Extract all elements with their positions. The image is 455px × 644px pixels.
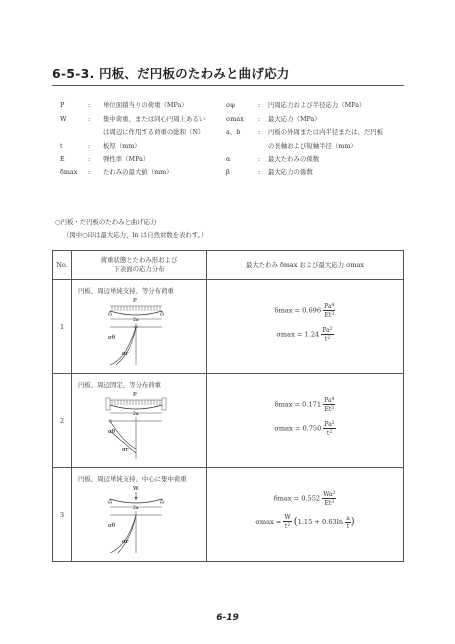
section-heading: ○円板・だ円板のたわみと曲げ応力	[55, 218, 157, 226]
svg-text:σθ: σθ	[108, 523, 116, 529]
formula-cell	[207, 468, 404, 562]
load-diagram	[76, 297, 202, 371]
table-row	[53, 280, 404, 374]
svg-text:P: P	[133, 298, 137, 304]
max-stress-formula: σmax = 0.750 $\frac{Pa^2}{t^2}$	[274, 421, 335, 437]
max-deflection-formula: δmax = 0.171 $\frac{Pa^4}{Et^3}$	[274, 397, 335, 413]
row-number: 1	[53, 280, 72, 374]
table-header-row	[53, 251, 404, 280]
diagram-cell	[72, 280, 207, 374]
svg-text:2a: 2a	[133, 318, 139, 323]
case-label: 円板、周辺単純支持、等分布荷重	[78, 287, 174, 295]
col-header-diagram: 荷重状態とたわみ形および 下表面の応力分布	[72, 251, 207, 280]
diagram-cell	[72, 374, 207, 468]
svg-text:2a: 2a	[133, 506, 139, 511]
formula-cell	[207, 280, 404, 374]
max-deflection-formula: δmax = 0.552 $\frac{Wa^2}{Et^3}$	[273, 491, 336, 507]
load-diagram	[76, 391, 202, 465]
col-header-no: No.	[53, 251, 72, 280]
svg-text:σr: σr	[122, 539, 129, 545]
max-deflection-formula: δmax = 0.696 $\frac{Pa^4}{Et^3}$	[274, 303, 335, 319]
page-title: 6-5-3. 円板、だ円板のたわみと曲げ応力	[52, 66, 290, 81]
case-label: 円板、周辺単純支持、中心に集中荷重	[78, 475, 187, 483]
title-underline	[52, 85, 404, 86]
svg-text:σθ: σθ	[108, 335, 116, 341]
col-header-formula: 最大たわみ δmax および最大応力 σmax	[207, 251, 404, 280]
page-number: 6-19	[216, 613, 239, 623]
svg-text:2a: 2a	[133, 412, 139, 417]
svg-text:σθ: σθ	[108, 429, 116, 435]
formula-cell	[207, 374, 404, 468]
formula-table	[52, 250, 404, 562]
load-diagram	[76, 485, 202, 559]
case-label: 円板、周辺固定、等分布荷重	[78, 381, 162, 389]
title-block	[52, 64, 404, 86]
svg-text:W: W	[133, 486, 139, 492]
table-row	[53, 374, 404, 468]
table-row	[53, 468, 404, 562]
svg-text:σr: σr	[122, 447, 129, 453]
svg-text:σr: σr	[122, 351, 129, 357]
row-number: 3	[53, 468, 72, 562]
diagram-cell	[72, 468, 207, 562]
row-number: 2	[53, 374, 72, 468]
section-note: （図中○印は最大応力、ln は自然対数を表わす。）	[63, 231, 208, 239]
max-stress-formula: σmax = 1.24 $\frac{Pa^2}{t^2}$	[276, 327, 333, 343]
max-stress-formula: σmax = $\frac{W}{t^2}$ (1.15 + 0.63ln $\frac{a}{t}$ )	[255, 514, 355, 530]
svg-text:P: P	[133, 392, 137, 398]
